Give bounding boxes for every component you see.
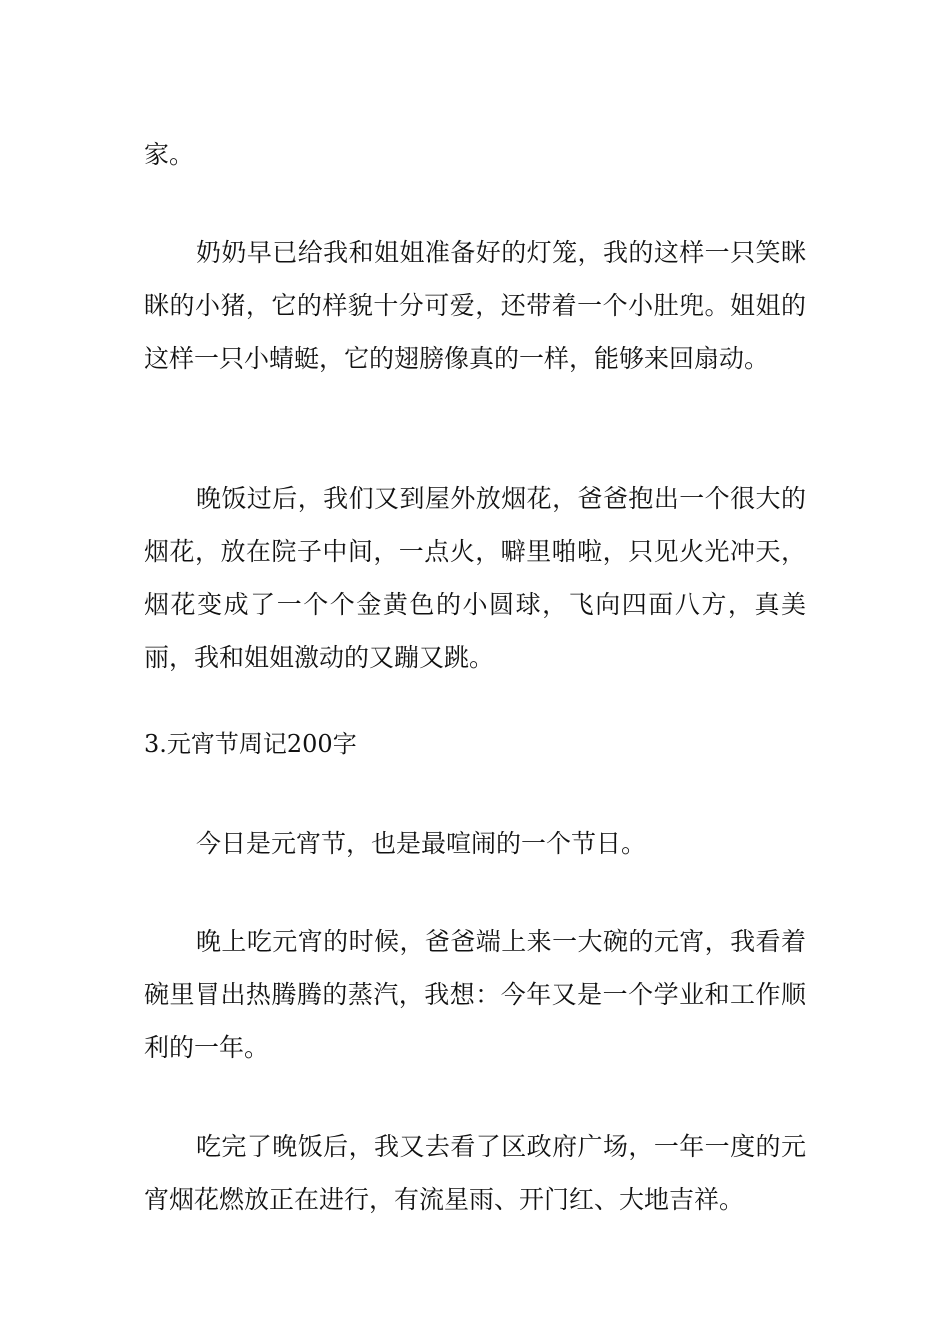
paragraph-eating-yuanxiao: 晚上吃元宵的时候，爸爸端上来一大碗的元宵，我看着碗里冒出热腾腾的蒸汽，我想：今年又是一个学业和工作顺利的一年。 bbox=[144, 927, 806, 1062]
paragraph-continuation: 家。 bbox=[144, 140, 195, 169]
paragraph-square-fireworks: 吃完了晚饭后，我又去看了区政府广场，一年一度的元宵烟花燃放正在进行，有流星雨、开门红、大地吉祥。 bbox=[144, 1132, 806, 1214]
section-heading: 3.元宵节周记200字 bbox=[144, 730, 357, 758]
paragraph-fireworks: 晚饭过后，我们又到屋外放烟花，爸爸抱出一个很大的烟花，放在院子中间，一点火，噼里啪啦，只见火光冲天，烟花变成了一个个金黄色的小圆球，飞向四面八方，真美丽，我和姐姐激动的又蹦又跳。 bbox=[144, 484, 806, 672]
paragraph-festival-intro: 今日是元宵节，也是最喧闹的一个节日。 bbox=[196, 829, 647, 858]
paragraph-lanterns: 奶奶早已给我和姐姐准备好的灯笼，我的这样一只笑眯眯的小猪，它的样貌十分可爱，还带着一个小肚兜。姐姐的这样一只小蜻蜓，它的翅膀像真的一样，能够来回扇动。 bbox=[144, 238, 806, 373]
